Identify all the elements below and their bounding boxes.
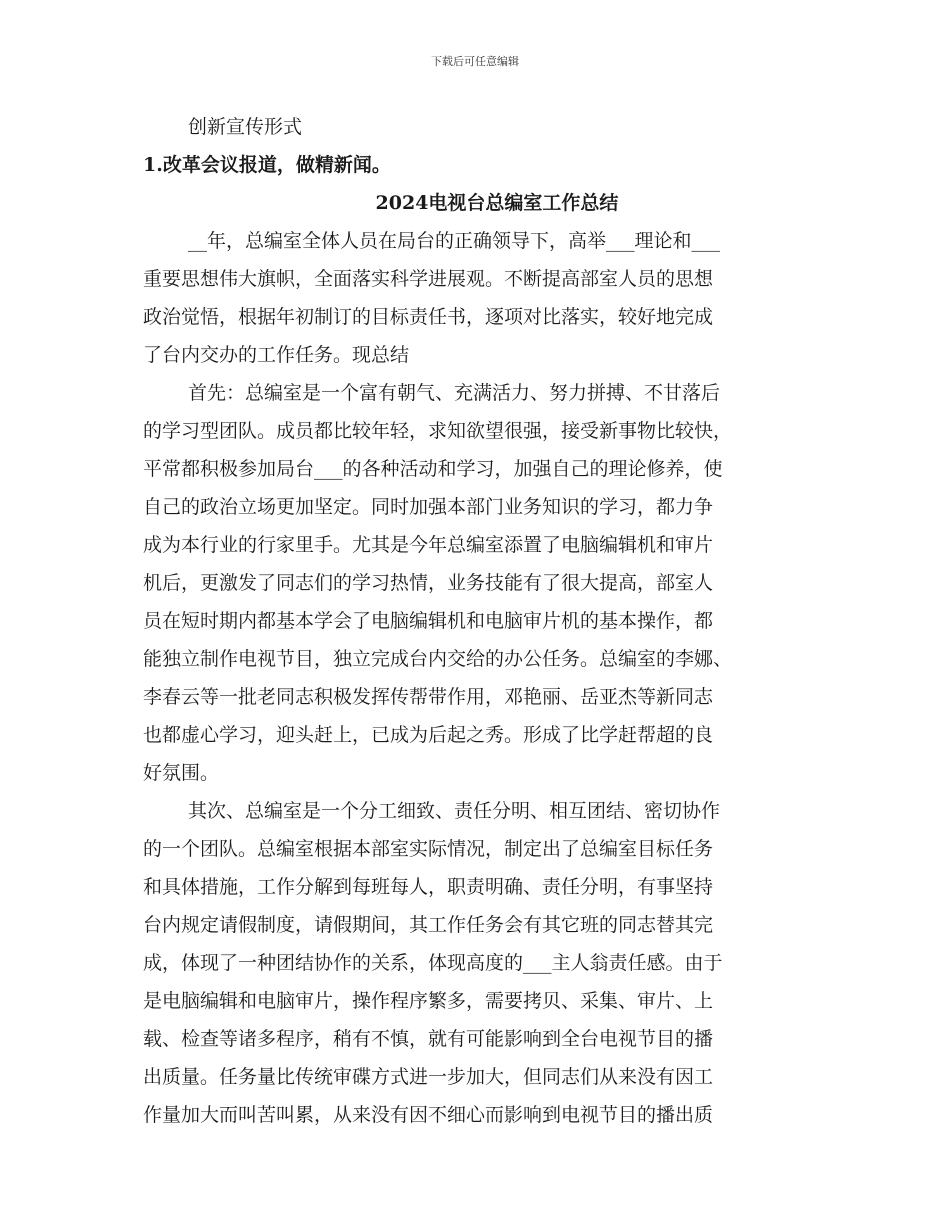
paragraph-line: 和具体措施，工作分解到每班每人，职责明确、责任分明，有事坚持	[143, 876, 714, 898]
paragraph-line: 是电脑编辑和电脑审片，操作程序繁多，需要拷贝、采集、审片、上	[143, 990, 714, 1012]
paragraph-line: 机后，更激发了同志们的学习热情，业务技能有了很大提高，部室人	[143, 572, 714, 594]
paragraph-2	[143, 374, 811, 792]
paragraph-line: 首先：总编室是一个富有朝气、充满活力、努力拼搏、不甘落后	[188, 382, 721, 404]
paragraph-line: 员在短时期内都基本学会了电脑编辑机和电脑审片机的基本操作，都	[143, 610, 714, 632]
document-body	[143, 108, 811, 1134]
paragraph-line: 成为本行业的行家里手。尤其是今年总编室添置了电脑编辑机和审片	[143, 534, 714, 556]
header-note: 下载后可任意编辑	[431, 55, 519, 68]
paragraph-line: 的学习型团队。成员都比较年轻，求知欲望很强，接受新事物比较快，	[143, 420, 733, 442]
intro-line-2: 1.改革会议报道，做精新闻。	[143, 154, 391, 176]
paragraph-line: 其次、总编室是一个分工细致、责任分明、相互团结、密切协作	[188, 800, 721, 822]
paragraph-line: 作量加大而叫苦叫累，从来没有因不细心而影响到电视节目的播出质	[143, 1104, 714, 1126]
document-title: 2024电视台总编室工作总结	[375, 192, 619, 214]
paragraph-line: __年，总编室全体人员在局台的正确领导下，高举___理论和___	[188, 230, 721, 252]
paragraph-line: 的一个团队。总编室根据本部室实际情况，制定出了总编室目标任务	[143, 838, 714, 860]
paragraph-line: 也都虚心学习，迎头赶上，已成为后起之秀。形成了比学赶帮超的良	[143, 724, 714, 746]
paragraph-line: 出质量。任务量比传统审碟方式进一步加大，但同志们从来没有因工	[143, 1066, 714, 1088]
paragraph-line: 李春云等一批老同志积极发挥传帮带作用，邓艳丽、岳亚杰等新同志	[143, 686, 714, 708]
paragraph-line: 载、检查等诸多程序，稍有不慎，就有可能影响到全台电视节目的播	[143, 1028, 714, 1050]
intro-line-1: 创新宣传形式	[188, 116, 303, 138]
paragraph-line: 平常都积极参加局台___的各种活动和学习，加强自己的理论修养，使	[143, 458, 723, 480]
paragraph-line: 好氛围。	[143, 762, 220, 784]
paragraph-line: 自己的政治立场更加坚定。同时加强本部门业务知识的学习，都力争	[143, 496, 714, 518]
paragraph-line: 了台内交办的工作任务。现总结	[143, 344, 410, 366]
paragraph-line: 政治觉悟，根据年初制订的目标责任书，逐项对比落实，较好地完成	[143, 306, 714, 328]
paragraph-3	[143, 792, 811, 1134]
paragraph-line: 能独立制作电视节目，独立完成台内交给的办公任务。总编室的李娜、	[143, 648, 733, 670]
paragraph-line: 重要思想伟大旗帜，全面落实科学进展观。不断提高部室人员的思想	[143, 268, 714, 290]
paragraph-line: 成，体现了一种团结协作的关系，体现高度的___主人翁责任感。由于	[143, 952, 723, 974]
paragraph-1	[143, 222, 811, 374]
paragraph-line: 台内规定请假制度，请假期间，其工作任务会有其它班的同志替其完	[143, 914, 714, 936]
